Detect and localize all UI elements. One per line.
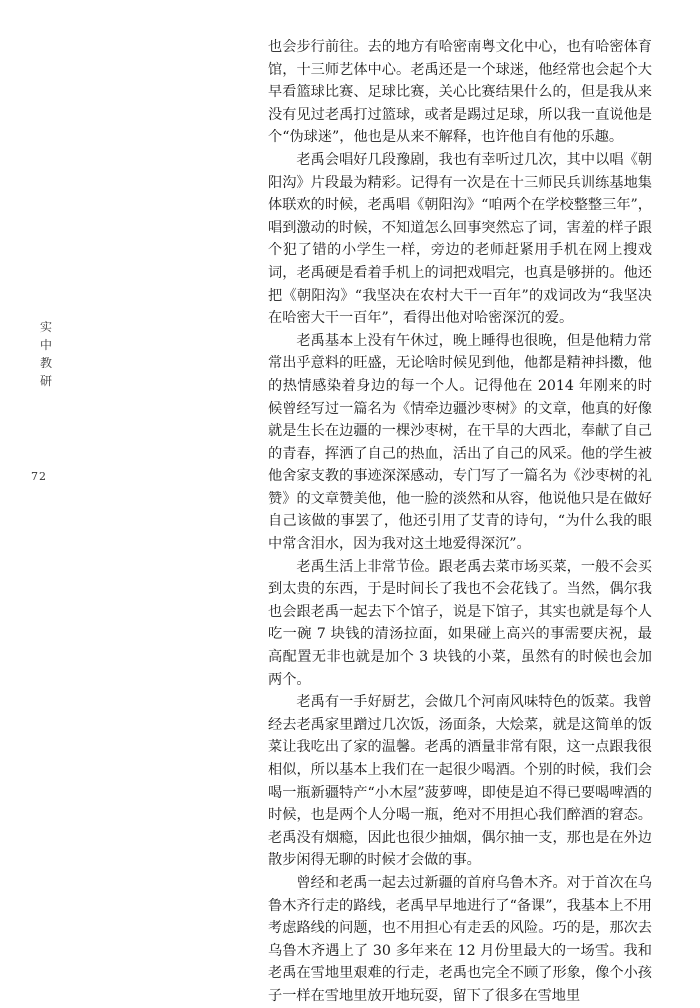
section-label-char: 中 <box>39 338 52 352</box>
page-number: 72 <box>31 470 47 483</box>
section-label-char: 研 <box>39 374 52 388</box>
section-label-char: 教 <box>39 356 52 370</box>
paragraph: 曾经和老禹一起去过新疆的首府乌鲁木齐。对于首次在乌鲁木齐行走的路线，老禹早早地进行了“备课”，我基本上不用考虑路线的问题，也不用担心有走丢的风险。巧的是，那次去乌鲁木齐遇上了 30 多年来在 12 月份里最大的一场雪。我和老禹在雪地里艰难的行走，老禹也完全不顾了形象，像个小孩子一样在雪地里放开地玩耍，留下了很多在雪地里 <box>268 874 652 1004</box>
paragraph: 老禹会唱好几段豫剧，我也有幸听过几次，其中以唱《朝阳沟》片段最为精彩。记得有一次是在十三师民兵训练基地集体联欢的时候，老禹唱《朝阳沟》“咱两个在学校整整三年”，唱到激动的时候，不知道怎么回事突然忘了词，害羞的样子跟个犯了错的小学生一样，旁边的老师赶紧用手机在网上搜戏词，老禹硬是看着手机上的词把戏唱完，也真是够拼的。他还把《朝阳沟》“我坚决在农村大干一百年”的戏词改为“我坚决在哈密大干一百年”，看得出他对哈密深沉的爱。 <box>268 151 652 327</box>
section-label <box>36 318 56 390</box>
section-label-char: 实 <box>39 320 52 334</box>
paragraph: 也会步行前往。去的地方有哈密南粤文化中心，也有哈密体育馆，十三师艺体中心。老禹还是一个球迷，他经常也会起个大早看篮球比赛、足球比赛，关心比赛结果什么的，但是我从来没有见过老禹打过篮球，或者是踢过足球，所以我一直说他是个“伪球迷”，他也是从来不解释，也许他自有他的乐趣。 <box>268 39 652 146</box>
article-body <box>268 36 652 1008</box>
paragraph: 老禹生活上非常节俭。跟老禹去菜市场买菜，一般不会买到太贵的东西，于是时间长了我也不会花钱了。当然，偶尔我也会跟老禹一起去下个馆子，说是下馆子，其实也就是每个人吃一碗 7 块钱的清汤拉面，如果碰上高兴的事需要庆祝，最高配置无非也就是加个 3 块钱的小菜，虽然有的时候也会加两个。 <box>268 558 652 688</box>
paragraph: 老禹有一手好厨艺，会做几个河南风味特色的饭菜。我曾经去老禹家里蹭过几次饭，汤面条，大烩菜，就是这简单的饭菜让我吃出了家的温馨。老禹的酒量非常有限，这一点跟我很相似，所以基本上我们在一起很少喝酒。个别的时候，我们会喝一瓶新疆特产“小木屋”菠萝啤，即使是迫不得已要喝啤酒的时候，也是两个人分喝一瓶，绝对不用担心我们醉酒的窘态。老禹没有烟瘾，因此也很少抽烟，偶尔抽一支，那也是在外边散步闲得无聊的时候才会做的事。 <box>268 694 652 869</box>
paragraph: 老禹基本上没有午休过，晚上睡得也很晚，但是他精力常常出乎意料的旺盛，无论啥时候见到他，他都是精神抖擞，他的热情感染着身边的每一个人。记得他在 2014 年刚来的时候曾经写过一篇名为《情牵边疆沙枣树》的文章，他真的好像就是生长在边疆的一棵沙枣树，在干旱的大西北，奉献了自己的青春，挥洒了自己的热血，活出了自己的风采。他的学生被他舍家支教的事迹深深感动，专门写了一篇名为《沙枣树的礼赞》的文章赞美他，他一脸的淡然和从容，他说他只是在做好自己该做的事罢了，他还引用了艾青的诗句，“为什么我的眼中常含泪水，因为我对这土地爱得深沉”。 <box>268 332 652 553</box>
